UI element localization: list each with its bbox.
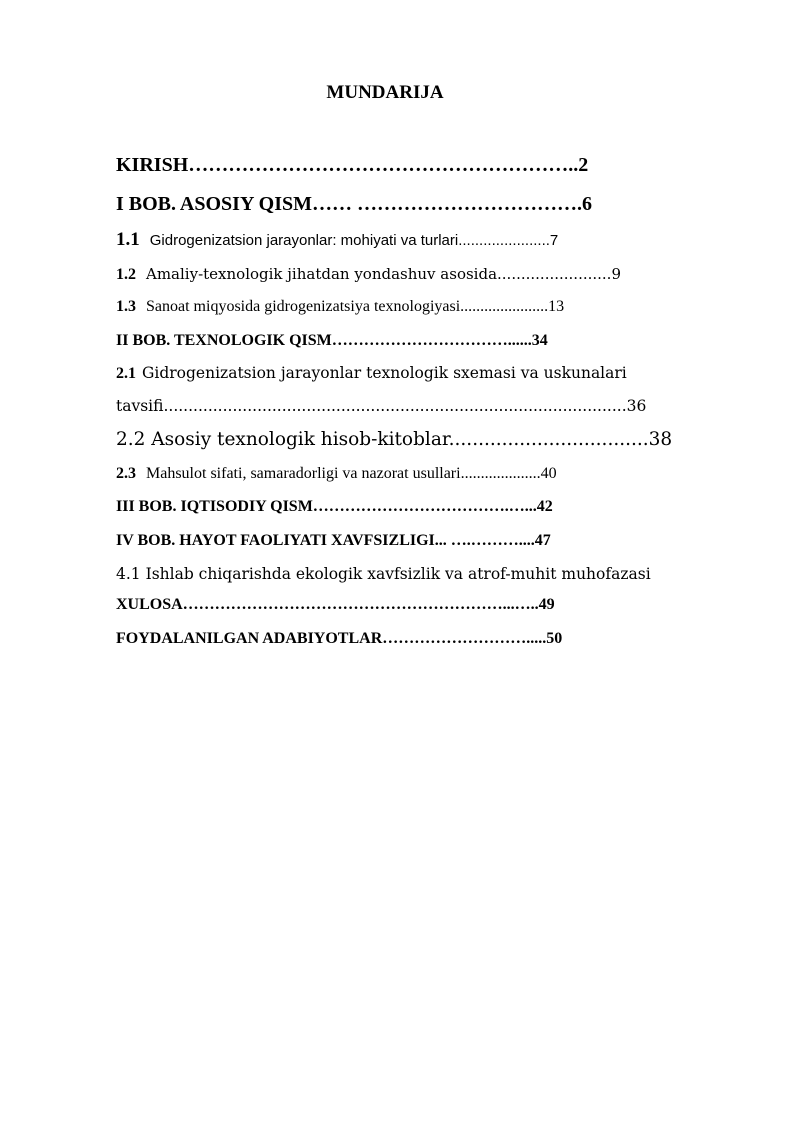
toc-entry-number: 1.3 xyxy=(116,298,136,315)
toc-entry-chapter-2: II BOB. TEXNOLOGIK QISM……………………………......34 xyxy=(116,332,548,349)
toc-entry-text: Amaliy-texnologik jihatdan yondashuv asosida........................9 xyxy=(146,265,621,283)
toc-entry-references: FOYDALANILGAN ADABIYOTLAR……………………….....50 xyxy=(116,630,563,647)
toc-entry-number: 2.1 xyxy=(116,365,136,382)
toc-entry-number: 1.2 xyxy=(116,266,136,283)
toc-entry-4-1: 4.1 Ishlab chiqarishda ekologik xavfsizlik va atrof-muhit muhofazasi xyxy=(116,565,651,583)
toc-entry-1-3 xyxy=(116,298,564,316)
toc-entry-chapter-3: III BOB. IQTISODIY QISM……………………………….…...42 xyxy=(116,498,553,515)
toc-entry-number: 2.3 xyxy=(116,465,136,482)
toc-entry-number: 1.1 xyxy=(116,229,140,250)
toc-entry-2-1 xyxy=(116,364,627,383)
toc-entry-1-2 xyxy=(116,265,621,284)
toc-entry-text: Mahsulot sifati, samaradorligi va nazorat usullari....................40 xyxy=(146,465,557,482)
toc-entry-text: Gidrogenizatsion jarayonlar texnologik sxemasi va uskunalari xyxy=(142,364,627,382)
toc-entry-text: Gidrogenizatsion jarayonlar: mohiyati va turlari......................7 xyxy=(149,232,559,249)
toc-entry-2-1-continuation: tavsifi..............................................................................................36 xyxy=(116,397,647,415)
toc-entry-2-2: 2.2 Asosiy texnologik hisob-kitoblar..................................38 xyxy=(116,429,673,450)
page-title: MUNDARIJA xyxy=(326,82,444,103)
toc-entry-chapter-1: I BOB. ASOSIY QISM…… …………………………….6 xyxy=(116,193,592,215)
toc-entry-text: Sanoat miqyosida gidrogenizatsiya texnologiyasi......................13 xyxy=(146,298,565,315)
toc-entry-kirish: KIRISH…………………………………………………..2 xyxy=(116,154,589,176)
toc-entry-2-3 xyxy=(116,465,557,483)
toc-entry-xulosa: XULOSA……………………………………………………...…..49 xyxy=(116,596,555,613)
toc-entry-chapter-4: IV BOB. HAYOT FAOLIYATI XAVFSIZLIGI... ….………....47 xyxy=(116,532,551,549)
toc-entry-1-1 xyxy=(116,229,558,251)
